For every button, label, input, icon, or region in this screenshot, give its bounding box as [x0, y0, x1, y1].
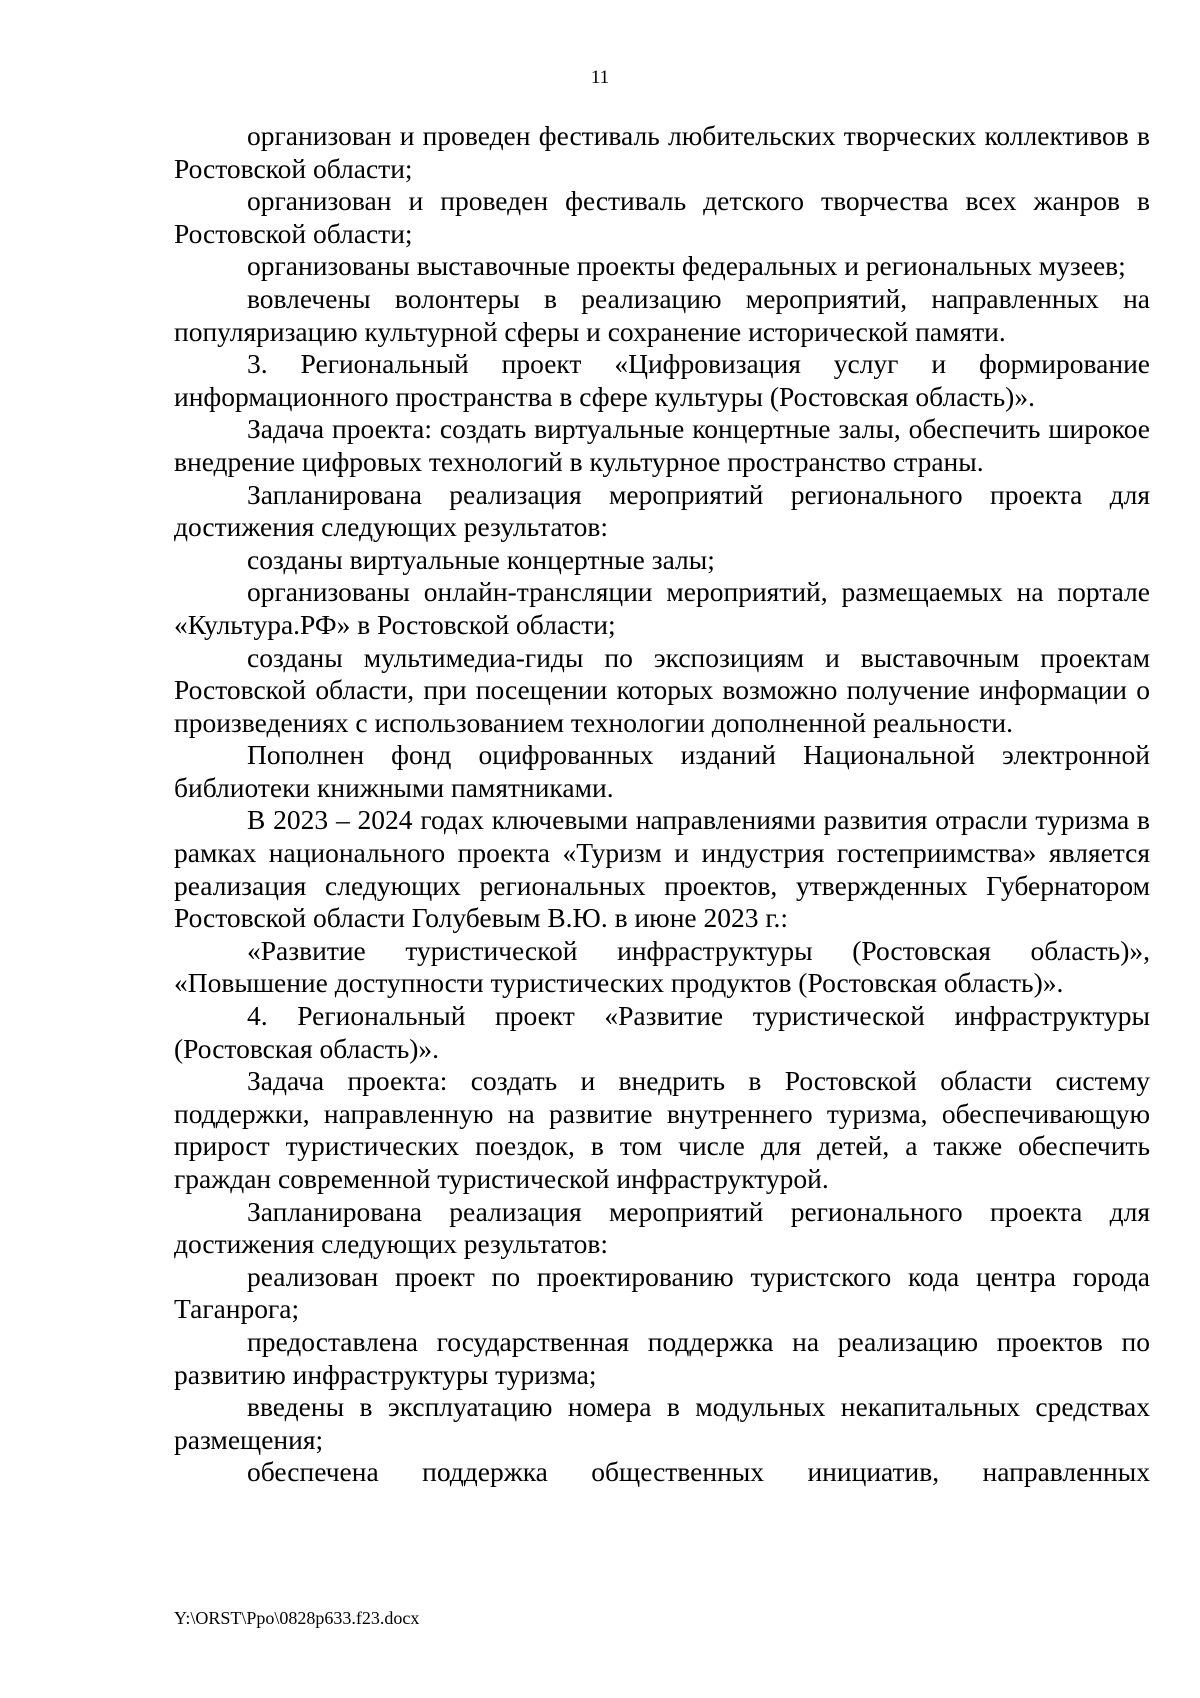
paragraph: организован и проведен фестиваль детского творчества всех жанров в Ростовской области; — [174, 185, 1150, 249]
paragraph: «Развитие туристической инфраструктуры (Ростовская область)», «Повышение доступности туристических продуктов (Ростовская область)». — [174, 934, 1150, 999]
paragraph: Задача проекта: создать виртуальные концертные залы, обеспечить широкое внедрение цифровых технологий в культурное пространство страны. — [174, 413, 1150, 477]
paragraph: Задача проекта: создать и внедрить в Ростовской области систему поддержки, направленную на развитие внутреннего туризма, обеспечивающую прирост туристических поездок, в том числе для детей, а также обеспечить граждан современной туристической инфраструктурой. — [174, 1065, 1150, 1194]
footer-file-path: Y:\ORST\Ppo\0828p633.f23.docx — [174, 1608, 420, 1628]
paragraph: предоставлена государственная поддержка на реализацию проектов по развитию инфраструктуры туризма; — [174, 1325, 1150, 1390]
paragraph: Пополнен фонд оцифрованных изданий Национальной электронной библиотеки книжными памятниками. — [174, 739, 1150, 803]
paragraph: реализован проект по проектированию туристского кода центра города Таганрога; — [174, 1260, 1150, 1325]
page-number: 11 — [590, 67, 610, 88]
paragraph: созданы мультимедиа-гиды по экспозициям и выставочным проектам Ростовской области, при посещении которых возможно получение информации о произведениях с использованием технологии дополненной реальности. — [174, 641, 1150, 738]
paragraph: обеспечена поддержка общественных инициатив, направленных — [247, 1456, 1150, 1488]
paragraph: 4. Региональный проект «Развитие туристической инфраструктуры (Ростовская область)». — [174, 1000, 1150, 1064]
paragraph: В 2023 – 2024 годах ключевыми направлениями развития отрасли туризма в рамках национального проекта «Туризм и индустрия гостеприимства» является реализация следующих региональных проектов, утвержденных Губернатором Ростовской области Голубевым В.Ю. в июне 2023 г.: — [174, 804, 1150, 934]
paragraph: организованы выставочные проекты федеральных и региональных музеев; — [247, 250, 1126, 282]
paragraph: вовлечены волонтеры в реализацию мероприятий, направленных на популяризацию культурной сферы и сохранение исторической памяти. — [174, 282, 1150, 347]
paragraph: введены в эксплуатацию номера в модульных некапитальных средствах размещения; — [174, 1391, 1150, 1455]
document-body — [174, 120, 1150, 1489]
paragraph: Запланирована реализация мероприятий регионального проекта для достижения следующих результатов: — [174, 1195, 1150, 1260]
paragraph: созданы виртуальные концертные залы; — [247, 543, 715, 575]
paragraph: организован и проведен фестиваль любительских творческих коллективов в Ростовской области; — [174, 120, 1150, 184]
paragraph: Запланирована реализация мероприятий регионального проекта для достижения следующих результатов: — [174, 478, 1150, 543]
paragraph: 3. Региональный проект «Цифровизация услуг и формирование информационного пространства в сфере культуры (Ростовская область)». — [174, 348, 1150, 412]
paragraph: организованы онлайн-трансляции мероприятий, размещаемых на портале «Культура.РФ» в Ростовской области; — [174, 576, 1150, 640]
